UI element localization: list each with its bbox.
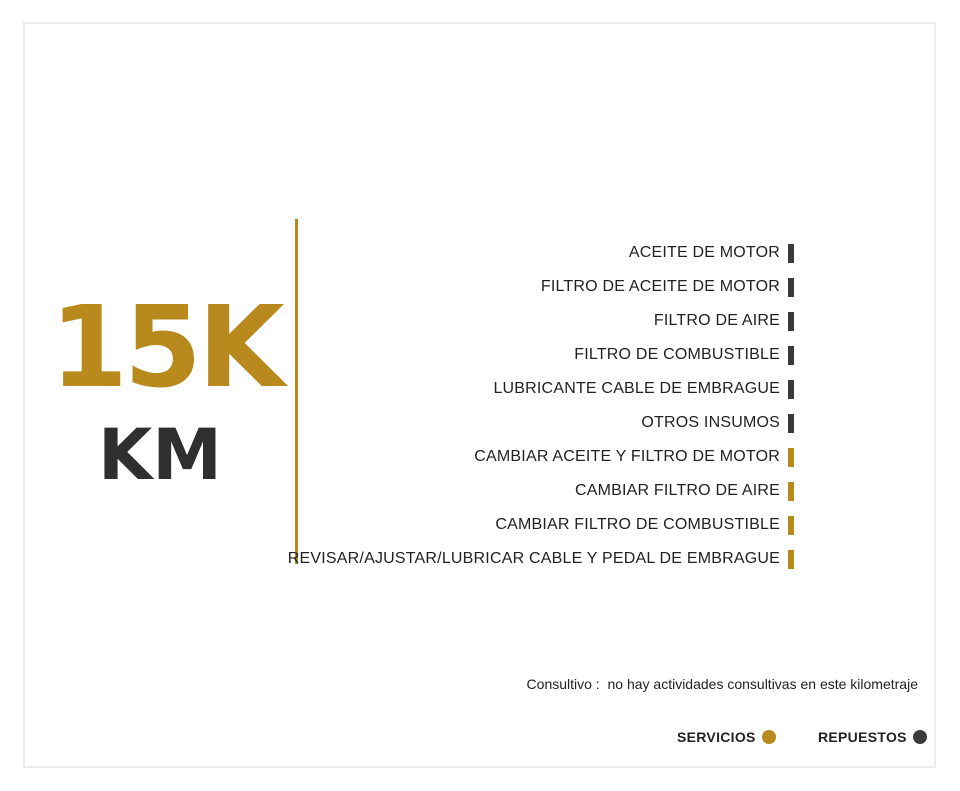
repuestos-dot-icon: [913, 730, 927, 744]
servicios-dot-icon: [762, 730, 776, 744]
maintenance-item-label: OTROS INSUMOS: [641, 414, 780, 431]
legend-servicios: [677, 729, 776, 745]
maintenance-item: [288, 236, 794, 270]
maintenance-item-label: REVISAR/AJUSTAR/LUBRICAR CABLE Y PEDAL DE EMBRAGUE: [287, 550, 780, 567]
maintenance-item: [288, 508, 794, 542]
maintenance-item: [288, 338, 794, 372]
legend-repuestos: [818, 729, 927, 745]
maintenance-item-label: ACEITE DE MOTOR: [628, 244, 780, 261]
maintenance-item-list: [288, 236, 794, 576]
repuesto-marker-icon: [788, 414, 794, 433]
repuesto-marker-icon: [788, 312, 794, 331]
legend-repuestos-label: REPUESTOS: [818, 729, 907, 745]
maintenance-item: [288, 304, 794, 338]
maintenance-item: [288, 542, 794, 576]
maintenance-item: [288, 372, 794, 406]
servicio-marker-icon: [788, 482, 794, 501]
maintenance-item-label: LUBRICANTE CABLE DE EMBRAGUE: [493, 380, 780, 397]
maintenance-item-label: CAMBIAR FILTRO DE COMBUSTIBLE: [495, 516, 780, 533]
consultivo-note: [527, 676, 918, 692]
maintenance-item-label: FILTRO DE COMBUSTIBLE: [574, 346, 780, 363]
maintenance-item-label: FILTRO DE AIRE: [653, 312, 780, 329]
maintenance-item: [288, 440, 794, 474]
servicio-marker-icon: [788, 550, 794, 569]
consultivo-text: no hay actividades consultivas en este kilometraje: [607, 676, 918, 692]
consultivo-label: Consultivo :: [526, 676, 600, 692]
maintenance-item: [288, 270, 794, 304]
servicio-marker-icon: [788, 448, 794, 467]
maintenance-item: [288, 406, 794, 440]
mileage-number: 15K: [50, 283, 281, 413]
servicio-marker-icon: [788, 516, 794, 535]
maintenance-item-label: CAMBIAR FILTRO DE AIRE: [574, 482, 780, 499]
legend-servicios-label: SERVICIOS: [677, 729, 756, 745]
repuesto-marker-icon: [788, 380, 794, 399]
repuesto-marker-icon: [788, 244, 794, 263]
maintenance-item-label: FILTRO DE ACEITE DE MOTOR: [540, 278, 780, 295]
repuesto-marker-icon: [788, 346, 794, 365]
repuesto-marker-icon: [788, 278, 794, 297]
mileage-unit: KM: [98, 414, 222, 496]
maintenance-item-label: CAMBIAR ACEITE Y FILTRO DE MOTOR: [474, 448, 780, 465]
maintenance-item: [288, 474, 794, 508]
